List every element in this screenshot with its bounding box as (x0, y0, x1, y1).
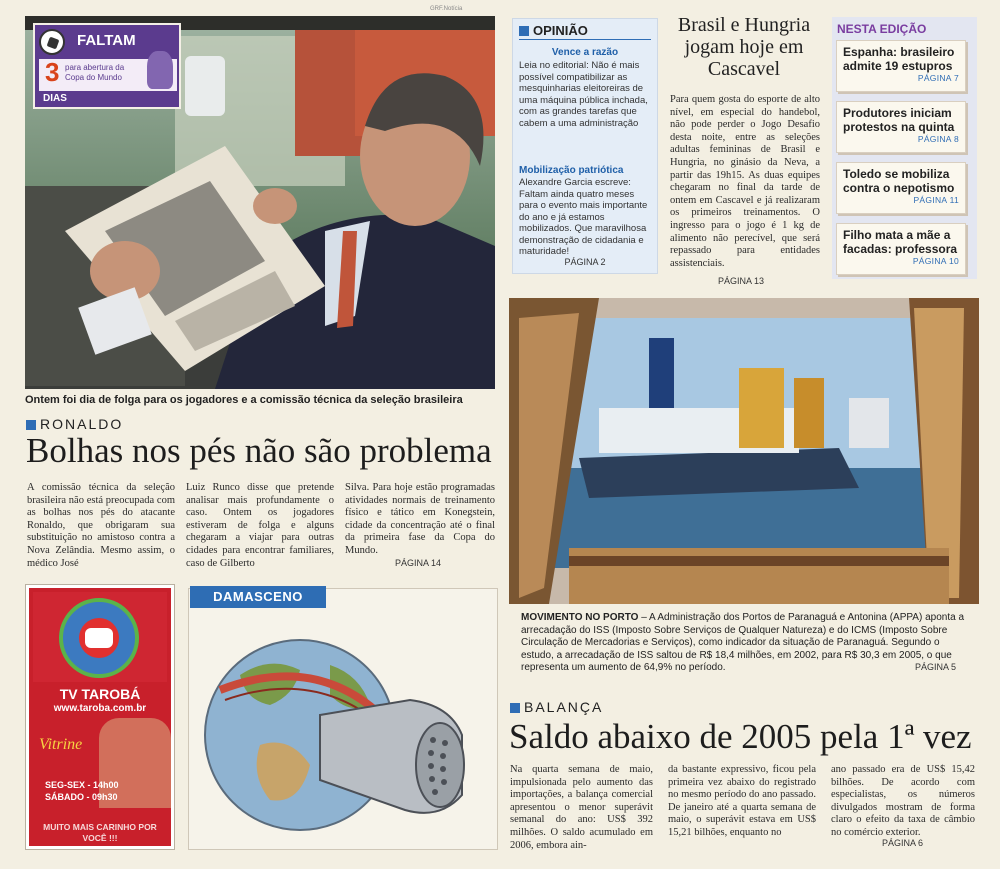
ad-tagline: MUITO MAIS CARINHO POR VOCÊ !!! (43, 822, 157, 843)
photo-credit: GRF.Notícia (430, 6, 463, 12)
opiniao-box (512, 18, 658, 274)
edition-title: NESTA EDIÇÃO (837, 22, 927, 36)
edition-item-page: PÁGINA 10 (912, 256, 959, 266)
countdown-subtitle: para abertura da Copa do Mundo (65, 63, 125, 82)
balanca-page: PÁGINA 6 (882, 838, 924, 848)
edition-item[interactable] (836, 162, 966, 214)
countdown-title: FALTAM (77, 32, 136, 49)
globe-cartoon-illustration (200, 615, 490, 845)
hungria-headline: Brasil e Hungria jogam hoje em Cascavel (677, 14, 811, 80)
countdown-box (33, 23, 181, 109)
port-caption-label: MOVIMENTO NO PORTO (521, 612, 639, 623)
opiniao-heading-2: Mobilização patriótica (519, 165, 624, 176)
balanca-col1: Na quarta semana de maio, impulsionada pelo aumento das importações, a balança comercial apresentou o menor superávit semanal do ano: US$ 392 milhões. O saldo acumulado em 2006, embora ain- (510, 764, 653, 851)
edition-item-text: Toledo se mobiliza contra o nepotismo (843, 167, 955, 195)
ronaldo-headline: Bolhas nos pés não são problema (26, 431, 492, 470)
section-square-icon (26, 420, 36, 430)
opiniao-page: PÁGINA 2 (564, 257, 606, 267)
port-caption (521, 612, 971, 675)
cartoon-label: DAMASCENO (190, 586, 326, 608)
port-photo (509, 298, 979, 604)
ronaldo-col3: Silva. Para hoje estão programadas atividades normais de treinamento físico e tático em Konegstein, cidade da concentração até o final da primeira fase da Copa do Mundo. (345, 482, 495, 556)
section-square-icon (519, 26, 529, 36)
edition-item-page: PÁGINA 8 (917, 134, 959, 144)
section-label-ronaldo: RONALDO (26, 416, 123, 432)
countdown-unit: DIAS (43, 93, 67, 104)
edition-item[interactable] (836, 40, 966, 92)
edition-item-page: PÁGINA 7 (917, 73, 959, 83)
balanca-col2: da bastante expressivo, ficou pela primeira vez abaixo do registrado no mesmo período do ano passado. De janeiro até a quarta semana de maio, o superávit estava em US$ 15,21 bilhões, enquanto no (668, 764, 816, 838)
edition-item-text: Filho mata a mãe a facadas: professora (843, 228, 958, 256)
tv-taroba-ad[interactable] (26, 585, 174, 849)
edition-item[interactable] (836, 101, 966, 153)
edition-item-text: Produtores iniciam protestos na quinta (843, 106, 955, 134)
balanca-headline: Saldo abaixo de 2005 pela 1ª vez (509, 717, 972, 756)
ad-brand: TV TAROBÁ (59, 686, 141, 702)
soccer-ball-icon (39, 29, 65, 55)
section-label-balanca: BALANÇA (510, 699, 603, 715)
edition-item[interactable] (836, 223, 966, 275)
ad-schedule-1: SEG-SEX - 14h00 (45, 780, 119, 790)
opiniao-heading-1: Vence a razão (551, 47, 619, 58)
ad-url[interactable]: www.taroba.com.br (53, 703, 147, 714)
countdown-number: 3 (45, 57, 60, 87)
balanca-col3: ano passado era de US$ 15,42 bilhões. De acordo com especialistas, os números divulgados mostram de forma claro o efeito da taxa de câmbio no comércio exterior. (831, 764, 975, 838)
hungria-page: PÁGINA 13 (718, 276, 765, 286)
port-caption-text: – A Administração dos Portos de Paranaguá e Antonina (APPA) aponta a arrecadação do ISS (Imposto Sobre Serviços de Qualquer Natureza) e do ICMS (Imposto Sobre Circulação de Mercadorias e Serviços), como indicador da situação de Paranaguá. Segundo o estudo, a arrecadação de ISS saltou de R$ 18,4 milhões, em 2002, para R$ 30,3 em 2005, o que representa um aumento de 64,9% no período. (521, 612, 965, 673)
opiniao-title: OPINIÃO (519, 23, 588, 38)
edition-item-page: PÁGINA 11 (913, 195, 959, 205)
ronaldo-page: PÁGINA 14 (395, 558, 442, 568)
opiniao-text-1: Leia no editorial: Não é mais possível compatibilizar as mesquinharias eleitoreiras de uma máquina pública inchada, com as grandes tarefas que cabem a uma administração (519, 60, 648, 129)
ad-show-name: Vitrine (39, 736, 83, 753)
tv-logo-icon (59, 598, 139, 678)
ronaldo-col2: Luiz Runco disse que pretende analisar mais profundamente o caso. Ontem os jogadores estiveram de folga e alguns chegaram a viajar para outras cidades para encontrar familiares, caso de Gilberto (186, 482, 334, 569)
edition-item-text: Espanha: brasileiro admite 19 estupros (843, 45, 955, 73)
ronaldo-col1: A comissão técnica da seleção brasileira não está preocupada com as bolhas nos pés do atacante Ronaldo, que obrigaram sua substituição no amistoso contra a Nova Zelândia. Mesmo assim, o médico José (27, 482, 175, 569)
photo-caption: Ontem foi dia de folga para os jogadores e a comissão técnica da seleção brasileira (25, 394, 463, 406)
ad-schedule-2: SÁBADO - 09h30 (45, 792, 118, 802)
player-silhouette-icon (147, 51, 173, 89)
ship-through-window-illustration (509, 298, 979, 604)
port-page: PÁGINA 5 (915, 662, 957, 672)
hungria-text: Para quem gosta do esporte de alto nível, em especial do handebol, não pode perder o Jogo Desafio desta noite, entre as seleções adultas femininas de Brasil e Hungria, no ginásio da Neva, a partir das 19h15. As duas equipes chegaram no final da tarde de ontem em Cascavel e já realizaram os primeiros treinamentos. O ingresso para o jogo é 1 kg de alimento não perecível, que será repassado para entidades assistenciais. (670, 94, 820, 269)
opiniao-text-2: Alexandre Garcia escreve: Faltam ainda quatro meses para o evento mais importante do ano e já estamos mobilizados. Que maravilhosa demonstração de cidadania e maturidade! (519, 177, 648, 257)
